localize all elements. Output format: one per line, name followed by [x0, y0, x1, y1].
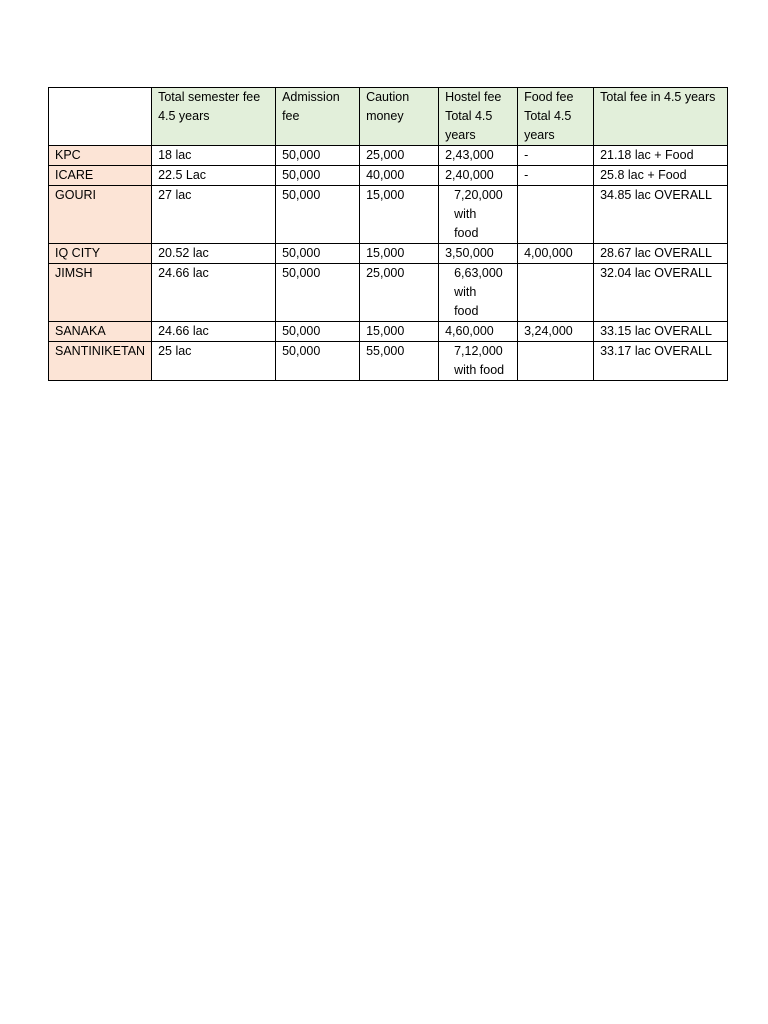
food-fee-cell: 4,00,000: [518, 244, 594, 264]
table-row: [49, 166, 728, 186]
food-fee-cell: 3,24,000: [518, 322, 594, 342]
header-admission-fee: Admission fee: [276, 88, 360, 146]
row-name-cell: KPC: [49, 146, 152, 166]
admission-fee-cell: 50,000: [276, 264, 360, 322]
row-name-cell: JIMSH: [49, 264, 152, 322]
semester-fee-cell: 22.5 Lac: [152, 166, 276, 186]
caution-money-cell: 55,000: [360, 342, 439, 381]
total-fee-cell: 34.85 lac OVERALL: [594, 186, 728, 244]
header-total-semester-fee: Total semester fee 4.5 years: [152, 88, 276, 146]
total-fee-cell: 21.18 lac + Food: [594, 146, 728, 166]
caution-money-cell: 40,000: [360, 166, 439, 186]
row-name-cell: SANTINIKETAN: [49, 342, 152, 381]
semester-fee-cell: 24.66 lac: [152, 322, 276, 342]
table-row: [49, 186, 728, 244]
table-row: [49, 244, 728, 264]
admission-fee-cell: 50,000: [276, 244, 360, 264]
table-row: [49, 264, 728, 322]
table-row: [49, 342, 728, 381]
total-fee-cell: 32.04 lac OVERALL: [594, 264, 728, 322]
hostel-fee-cell: 7,20,000 with food: [439, 186, 518, 244]
caution-money-cell: 25,000: [360, 264, 439, 322]
total-fee-cell: 33.17 lac OVERALL: [594, 342, 728, 381]
caution-money-cell: 15,000: [360, 244, 439, 264]
food-fee-cell: -: [518, 166, 594, 186]
caution-money-cell: 15,000: [360, 186, 439, 244]
row-name-cell: SANAKA: [49, 322, 152, 342]
admission-fee-cell: 50,000: [276, 166, 360, 186]
corner-header-cell: [49, 88, 152, 146]
header-food-fee: Food fee Total 4.5 years: [518, 88, 594, 146]
food-fee-cell: [518, 342, 594, 381]
admission-fee-cell: 50,000: [276, 186, 360, 244]
total-fee-cell: 28.67 lac OVERALL: [594, 244, 728, 264]
hostel-fee-cell: 3,50,000: [439, 244, 518, 264]
header-caution-money: Caution money: [360, 88, 439, 146]
hostel-fee-cell: 7,12,000 with food: [439, 342, 518, 381]
food-fee-cell: [518, 264, 594, 322]
semester-fee-cell: 25 lac: [152, 342, 276, 381]
hostel-fee-cell: 2,40,000: [439, 166, 518, 186]
hostel-fee-cell: 6,63,000 with food: [439, 264, 518, 322]
table-row: [49, 146, 728, 166]
total-fee-cell: 25.8 lac + Food: [594, 166, 728, 186]
semester-fee-cell: 27 lac: [152, 186, 276, 244]
caution-money-cell: 15,000: [360, 322, 439, 342]
row-name-cell: IQ CITY: [49, 244, 152, 264]
admission-fee-cell: 50,000: [276, 322, 360, 342]
header-total-fee: Total fee in 4.5 years: [594, 88, 728, 146]
food-fee-cell: [518, 186, 594, 244]
table-row: [49, 322, 728, 342]
header-row: [49, 88, 728, 146]
row-name-cell: GOURI: [49, 186, 152, 244]
row-name-cell: ICARE: [49, 166, 152, 186]
semester-fee-cell: 18 lac: [152, 146, 276, 166]
food-fee-cell: -: [518, 146, 594, 166]
header-hostel-fee: Hostel fee Total 4.5 years: [439, 88, 518, 146]
semester-fee-cell: 24.66 lac: [152, 264, 276, 322]
hostel-fee-cell: 2,43,000: [439, 146, 518, 166]
fee-comparison-table: [48, 87, 728, 381]
caution-money-cell: 25,000: [360, 146, 439, 166]
semester-fee-cell: 20.52 lac: [152, 244, 276, 264]
admission-fee-cell: 50,000: [276, 342, 360, 381]
total-fee-cell: 33.15 lac OVERALL: [594, 322, 728, 342]
hostel-fee-cell: 4,60,000: [439, 322, 518, 342]
admission-fee-cell: 50,000: [276, 146, 360, 166]
